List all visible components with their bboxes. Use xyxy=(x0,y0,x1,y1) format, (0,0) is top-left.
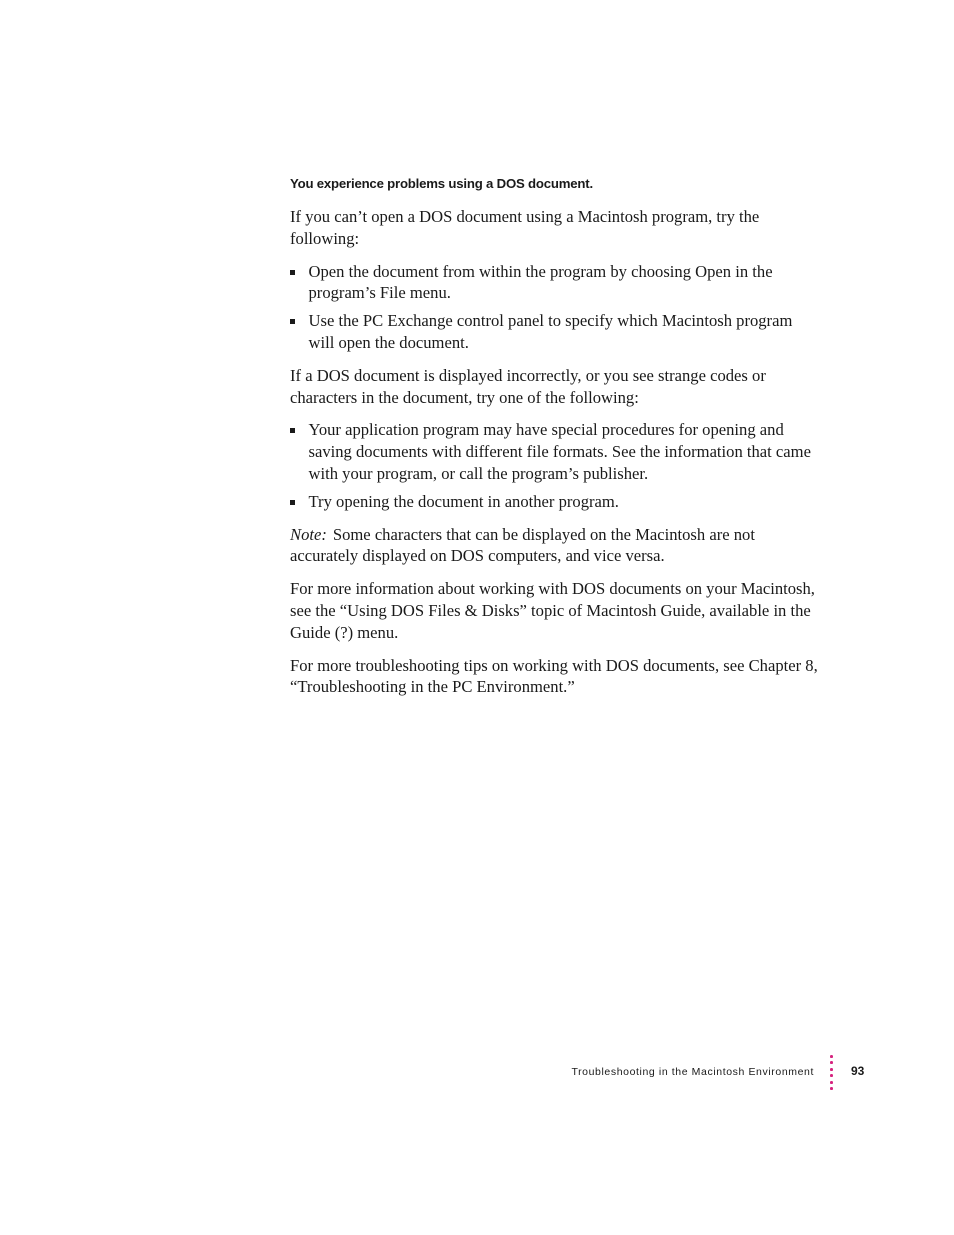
list-item xyxy=(290,310,820,354)
bullet-icon xyxy=(290,428,295,433)
more-info-paragraph: For more information about working with DOS documents on your Macintosh, see the “Using DOS Files & Disks” topic of Macintosh Guide, available in the Guide (?) menu. xyxy=(290,579,815,642)
list-item xyxy=(290,491,820,513)
note-paragraph xyxy=(290,524,820,568)
list-item-text: Your application program may have special procedures for opening and saving documents with different file formats. See the information that came with your program, or call the program’s publisher. xyxy=(308,420,811,483)
list-item-text: Try opening the document in another program. xyxy=(308,491,619,511)
troubleshooting-paragraph: For more troubleshooting tips on working with DOS documents, see Chapter 8, “Troubleshooting in the PC Environment.” xyxy=(290,655,818,697)
page-footer xyxy=(540,1055,870,1095)
list-item-text: Open the document from within the program by choosing Open in the program’s File menu. xyxy=(308,261,773,303)
list-item xyxy=(290,261,820,305)
note-label: Note: xyxy=(290,524,327,544)
chapter-title: Troubleshooting in the Macintosh Environment xyxy=(571,1066,814,1078)
open-tips-list xyxy=(290,261,820,354)
note-text: Some characters that can be displayed on the Macintosh are not accurately displayed on DOS computers, and vice versa. xyxy=(290,524,755,566)
section-heading: You experience problems using a DOS document. xyxy=(290,176,593,191)
intro-paragraph-display: If a DOS document is displayed incorrectly, or you see strange codes or characters in the document, try one of the following: xyxy=(290,365,766,407)
display-tips-list xyxy=(290,419,820,512)
list-item xyxy=(290,419,820,484)
list-item-text: Use the PC Exchange control panel to specify which Macintosh program will open the document. xyxy=(308,311,793,352)
intro-paragraph-open: If you can’t open a DOS document using a Macintosh program, try the following: xyxy=(290,207,760,248)
bullet-icon xyxy=(290,270,295,275)
page-number: 93 xyxy=(851,1064,865,1078)
page-content xyxy=(290,176,820,709)
bullet-icon xyxy=(290,500,295,505)
dotted-rule-icon xyxy=(830,1055,834,1093)
bullet-icon xyxy=(290,319,295,324)
